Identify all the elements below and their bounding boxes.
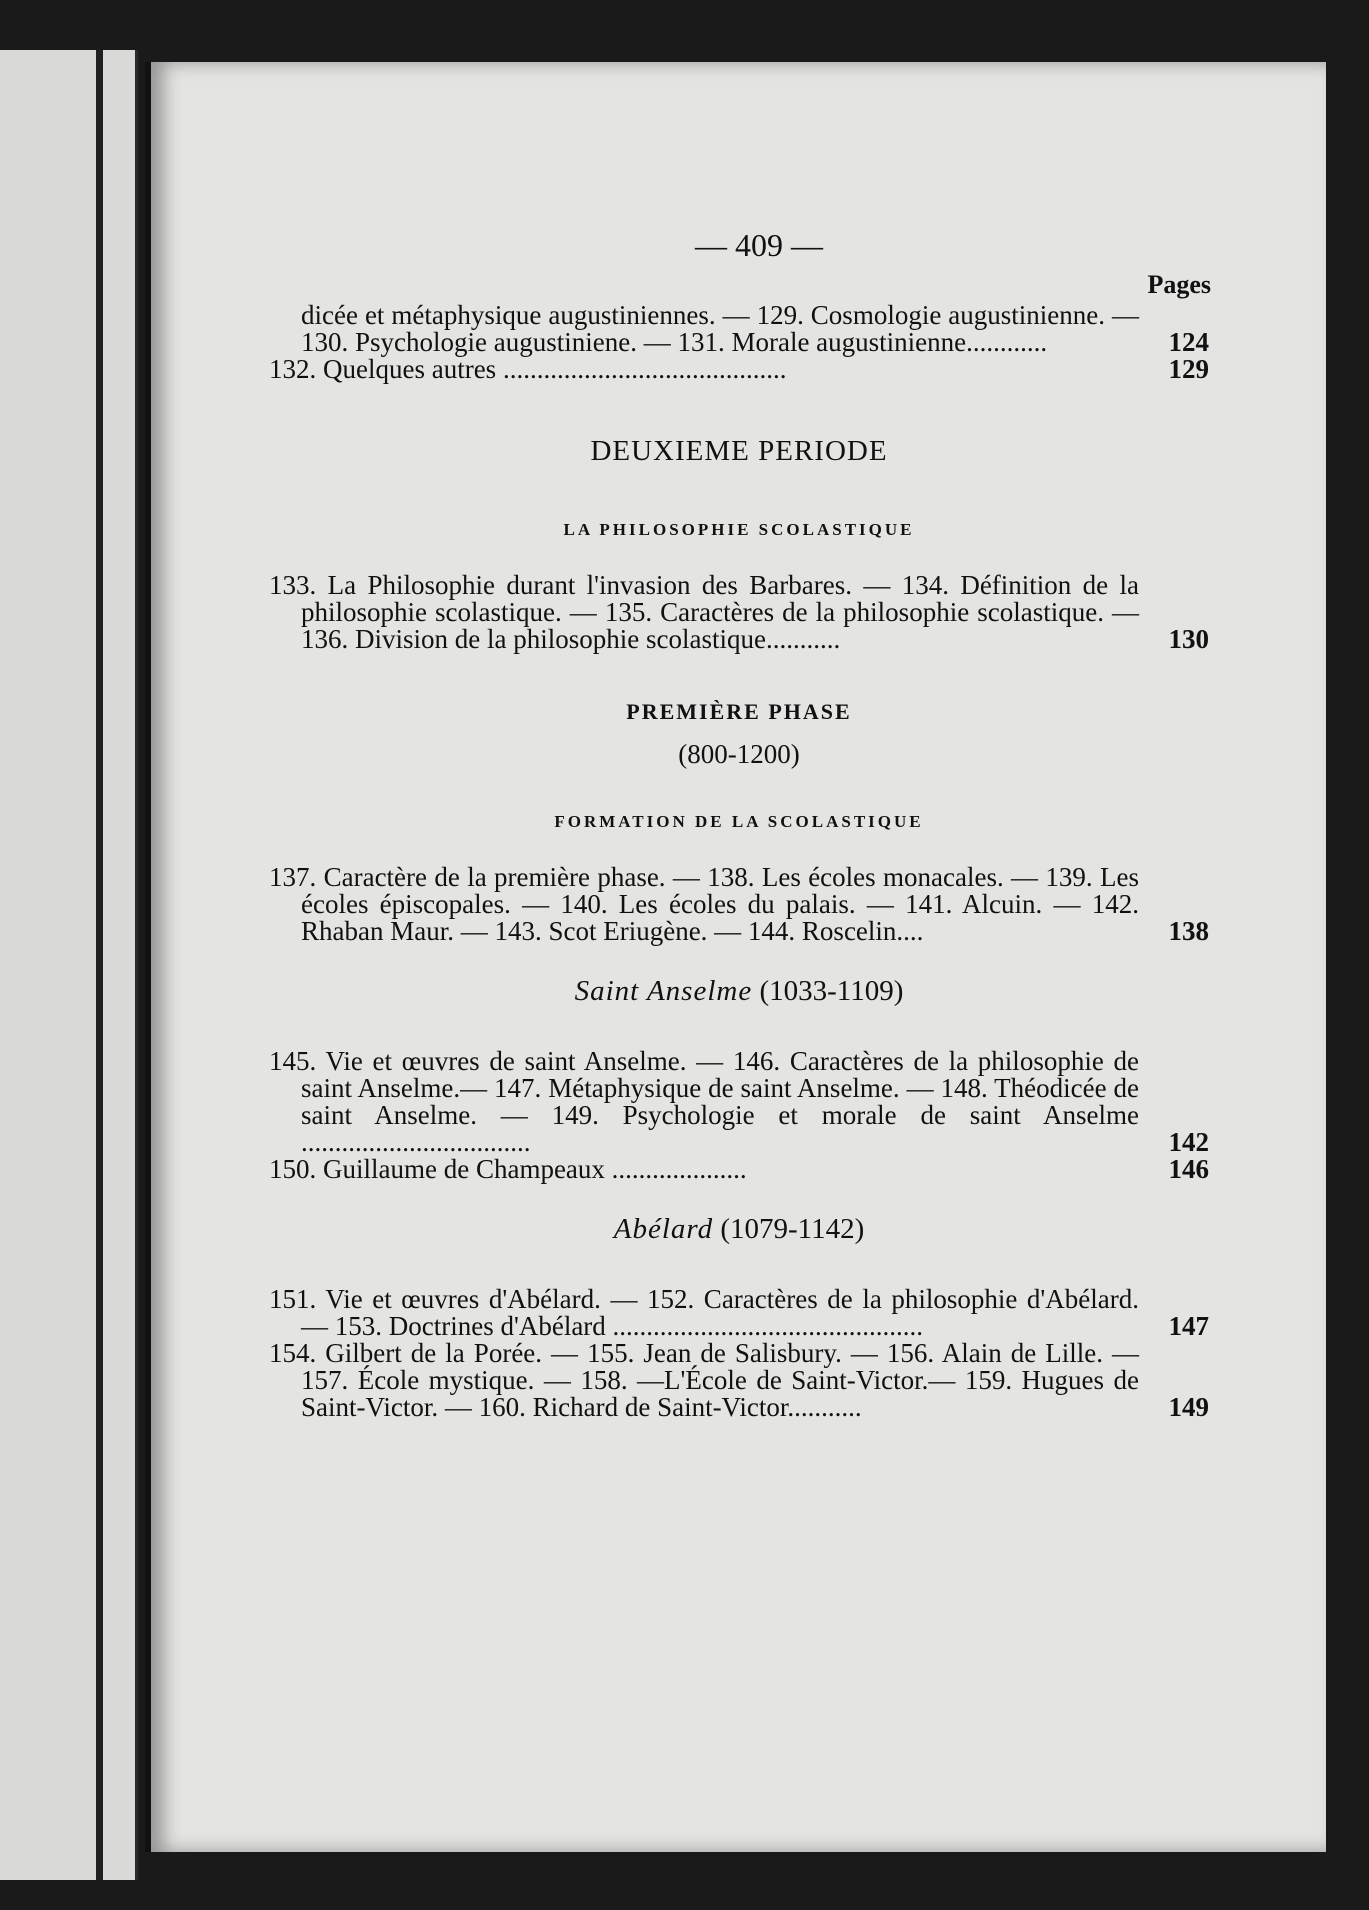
toc-entry bbox=[269, 1048, 1209, 1156]
entry-text: 154. Gilbert de la Porée. — 155. Jean de Salisbury. — 156. Alain de Lille. — 157. École mystique. — 158. —L'École de Saint-Victor.— 159. Hugues de Saint-Victor. — 160. Richard de Saint-Victor........... bbox=[269, 1338, 1139, 1422]
entry-page: 138 bbox=[1168, 916, 1209, 946]
entry-page: 130 bbox=[1168, 624, 1209, 654]
section-dates: (1033-1109) bbox=[759, 975, 904, 1007]
section-name: Abélard bbox=[613, 1213, 714, 1245]
entry-page: 124 bbox=[1168, 327, 1209, 357]
entry-text: 151. Vie et œuvres d'Abélard. — 152. Caractères de la philosophie d'Abélard. — 153. Doctrines d'Abélard .............................................. bbox=[269, 1284, 1139, 1341]
book-spine bbox=[96, 50, 103, 1880]
entry-text: 150. Guillaume de Champeaux .................... bbox=[269, 1154, 747, 1184]
entry-text: 145. Vie et œuvres de saint Anselme. — 146. Caractères de la philosophie de saint Anselme.— 147. Métaphysique de saint Anselme. — 148. Théodicée de saint Anselme. — 149. Psychologie et morale de saint Anselme .................................. bbox=[269, 1046, 1139, 1157]
left-page-edge bbox=[0, 50, 138, 1880]
toc-entry bbox=[269, 1340, 1209, 1421]
entry-page: 142 bbox=[1168, 1127, 1209, 1157]
phase-dates: (800-1200) bbox=[678, 739, 800, 769]
toc-entry bbox=[269, 356, 1209, 383]
period-title: DEUXIEME PERIODE bbox=[590, 435, 888, 467]
book-page bbox=[145, 62, 1326, 1852]
section-heading-abelard bbox=[269, 1213, 1209, 1246]
toc-entry bbox=[269, 302, 1209, 356]
toc-entry bbox=[269, 572, 1209, 653]
section-heading-anselme bbox=[269, 975, 1209, 1008]
entry-text: 132. Quelques autres .......................................... bbox=[269, 354, 787, 384]
period-subtitle: LA PHILOSOPHIE SCOLASTIQUE bbox=[563, 520, 915, 539]
entry-text: 137. Caractère de la première phase. — 138. Les écoles monacales. — 139. Les écoles épiscopales. — 140. Les écoles du palais. — 141. Alcuin. — 142. Rhaban Maur. — 143. Scot Eriugène. — 144. Roscelin.... bbox=[269, 862, 1139, 946]
phase-subtitle: FORMATION DE LA SCOLASTIQUE bbox=[554, 812, 924, 831]
table-of-contents bbox=[269, 227, 1209, 1421]
entry-page: 129 bbox=[1168, 354, 1209, 384]
pages-column-label: Pages bbox=[1147, 270, 1211, 299]
entry-page: 147 bbox=[1168, 1311, 1209, 1341]
page-number: — 409 — bbox=[695, 227, 823, 263]
entry-page: 146 bbox=[1168, 1154, 1209, 1184]
entry-page: 149 bbox=[1168, 1392, 1209, 1422]
toc-entry bbox=[269, 1286, 1209, 1340]
phase-title: PREMIÈRE PHASE bbox=[626, 699, 852, 724]
toc-entry bbox=[269, 1156, 1209, 1183]
section-name: Saint Anselme bbox=[574, 975, 753, 1007]
toc-entry bbox=[269, 864, 1209, 945]
entry-text: 133. La Philosophie durant l'invasion des Barbares. — 134. Définition de la philosophie scolastique. — 135. Caractères de la philosophie scolastique. — 136. Division de la philosophie scolastique........... bbox=[269, 570, 1139, 654]
section-dates: (1079-1142) bbox=[720, 1213, 865, 1245]
entry-text: dicée et métaphysique augustiniennes. — 129. Cosmologie augustinienne. — 130. Psychologie augustiniene. — 131. Morale augustinienne............ bbox=[301, 300, 1139, 357]
